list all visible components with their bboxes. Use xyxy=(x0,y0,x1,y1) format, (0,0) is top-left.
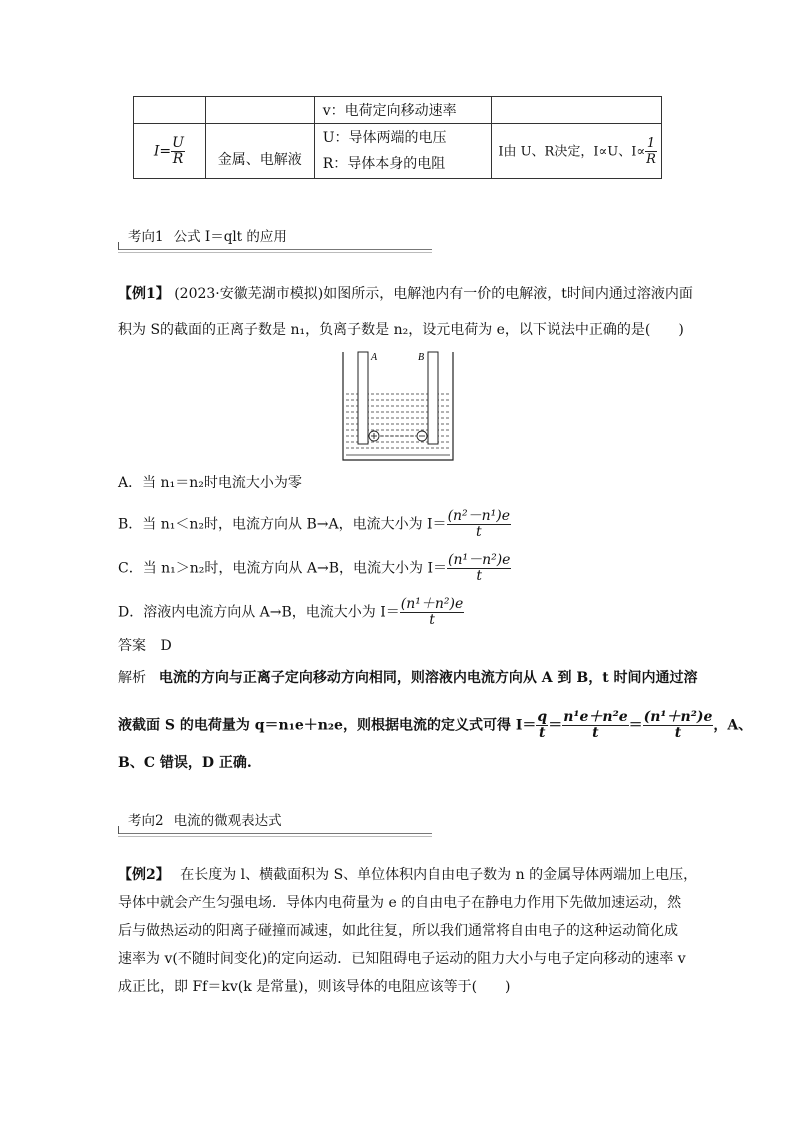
option-d xyxy=(118,597,464,628)
section-header-2 xyxy=(118,812,432,834)
divider xyxy=(118,252,432,253)
section-tag: 考向1 xyxy=(128,229,164,245)
example-label: 【例1】 xyxy=(118,286,170,302)
table-row xyxy=(134,124,662,179)
section-tag: 考向2 xyxy=(128,813,164,829)
table-cell xyxy=(205,97,314,124)
fraction-numerator: U xyxy=(172,134,184,151)
table-cell-meaning xyxy=(314,124,492,179)
analysis-label: 解析 xyxy=(118,670,146,686)
fraction xyxy=(400,597,464,628)
analysis-line3: B、C 错误，D 正确. xyxy=(118,755,252,771)
option-text: D．溶液内电流方向从 A→B，电流大小为 I＝ xyxy=(118,604,400,621)
fraction-denominator: t xyxy=(592,725,599,741)
divider-tick xyxy=(118,242,125,250)
fraction-numerator: (n¹＋n²)e xyxy=(400,596,464,612)
fraction-numerator: n¹e＋n²e xyxy=(563,709,628,725)
divider xyxy=(118,836,432,837)
example2-line3: 后与做热运动的阳离子碰撞而减速，如此往复，所以我们通常将自由电子的这种运动简化成 xyxy=(118,923,678,939)
option-a: A．当 n₁＝n₂时电流大小为零 xyxy=(118,475,302,491)
divider-tick xyxy=(118,826,125,834)
table-cell-meaning: v：电荷定向移动速率 xyxy=(314,97,492,124)
fraction-denominator: R xyxy=(646,151,656,167)
fraction-numerator: 1 xyxy=(646,135,656,151)
fraction-denominator: t xyxy=(674,725,682,741)
fraction-numerator: (n¹＋n²)e xyxy=(643,709,713,725)
electrode-a-label: A xyxy=(371,352,378,363)
answer-line xyxy=(118,636,172,656)
table-cell-relation xyxy=(492,124,662,179)
example-text: 在长度为 l、横截面积为 S、单位体积内自由电子数为 n 的金属导体两端加上电压， xyxy=(180,867,698,883)
fraction-denominator: R xyxy=(172,150,184,167)
fraction-numerator: q xyxy=(537,709,548,725)
table-row xyxy=(134,97,662,124)
analysis-text: 电流的方向与正离子定向移动方向相同，则溶液内电流方向从 A 到 B，t 时间内通过溶 xyxy=(158,670,698,686)
section-header-1 xyxy=(118,228,432,250)
fraction-denominator: t xyxy=(429,612,435,628)
fraction xyxy=(536,710,548,741)
example2-line4: 速率为 v(不随时间变化)的定向运动．已知阻碍电子运动的阻力大小与电子定向移动的速率 v xyxy=(118,951,686,967)
section-header-label xyxy=(128,228,287,246)
fraction-denominator: t xyxy=(539,725,546,741)
fraction xyxy=(447,509,511,540)
electrolytic-cell-figure xyxy=(340,350,456,463)
example1-stem-line2: 积为 S的截面的正离子数是 n₁，负离子数是 n₂，设元电荷为 e，以下说法中正确的是( ) xyxy=(118,322,684,338)
meaning-line: R：导体本身的电阻 xyxy=(322,156,446,172)
relation-text: I由 U、R决定，I∝U、I∝ xyxy=(498,144,646,159)
electrode-b-label: B xyxy=(418,352,425,363)
fraction-denominator: t xyxy=(475,524,482,540)
fraction xyxy=(645,136,657,167)
fraction xyxy=(643,710,714,741)
fraction xyxy=(447,553,511,584)
fraction xyxy=(171,136,185,167)
meaning-line: U：导体两端的电压 xyxy=(322,130,447,146)
divider xyxy=(118,249,432,250)
section-header-label xyxy=(128,812,282,830)
section-title: 公式 I＝qlt 的应用 xyxy=(173,229,287,245)
example1-stem-line1 xyxy=(118,284,693,304)
option-b xyxy=(118,509,511,540)
table-cell xyxy=(492,97,662,124)
table-cell xyxy=(134,97,206,124)
option-c xyxy=(118,553,511,584)
example-source: (2023·安徽芜湖市模拟) xyxy=(174,286,324,302)
answer-value: D xyxy=(160,638,172,654)
divider xyxy=(118,833,432,834)
example2-line2: 导体中就会产生匀强电场．导体内电荷量为 e 的自由电子在静电力作用下先做加速运动，然 xyxy=(118,895,682,911)
example-label: 【例2】 xyxy=(118,867,170,883)
fraction-denominator: t xyxy=(476,568,483,584)
fraction-numerator: (n²－n¹)e xyxy=(447,508,511,524)
formula-lhs: I= xyxy=(153,143,172,159)
fraction-numerator: (n¹－n²)e xyxy=(447,552,511,568)
example2-line1 xyxy=(118,865,697,885)
option-text: C．当 n₁＞n₂时，电流方向从 A→B，电流大小为 I＝ xyxy=(118,560,447,577)
answer-label: 答案 xyxy=(118,638,146,654)
analysis-line2: 液截面 S 的电荷量为 q＝n₁e＋n₂e，则根据电流的定义式可得 I＝ $\frac{q}{t}$ ＝ $\frac{\text{n¹e＋n²e}}{t}$ ＝ $\frac{\text{(n¹＋n²)e}}{t}$ ，A、 xyxy=(118,709,753,741)
fraction xyxy=(562,710,628,741)
formula-table xyxy=(133,96,662,179)
analysis-text: 液截面 S 的电荷量为 q＝n₁e＋n₂e，则根据电流的定义式可得 I＝ xyxy=(118,717,537,734)
analysis-text: ，A、 xyxy=(713,717,753,734)
option-text: B．当 n₁＜n₂时，电流方向从 B→A，电流大小为 I＝ xyxy=(118,516,447,533)
analysis-line1 xyxy=(118,668,698,688)
section-title: 电流的微观表达式 xyxy=(173,813,282,829)
example2-line5: 成正比，即 Ff＝kv(k 是常量)，则该导体的电阻应该等于( ) xyxy=(118,979,511,995)
table-cell-applicability: 金属、电解液 xyxy=(205,124,314,179)
example-stem: 如图所示，电解池内有一价的电解液，t时间内通过溶液内面 xyxy=(323,286,693,302)
table-cell-formula xyxy=(134,124,206,179)
